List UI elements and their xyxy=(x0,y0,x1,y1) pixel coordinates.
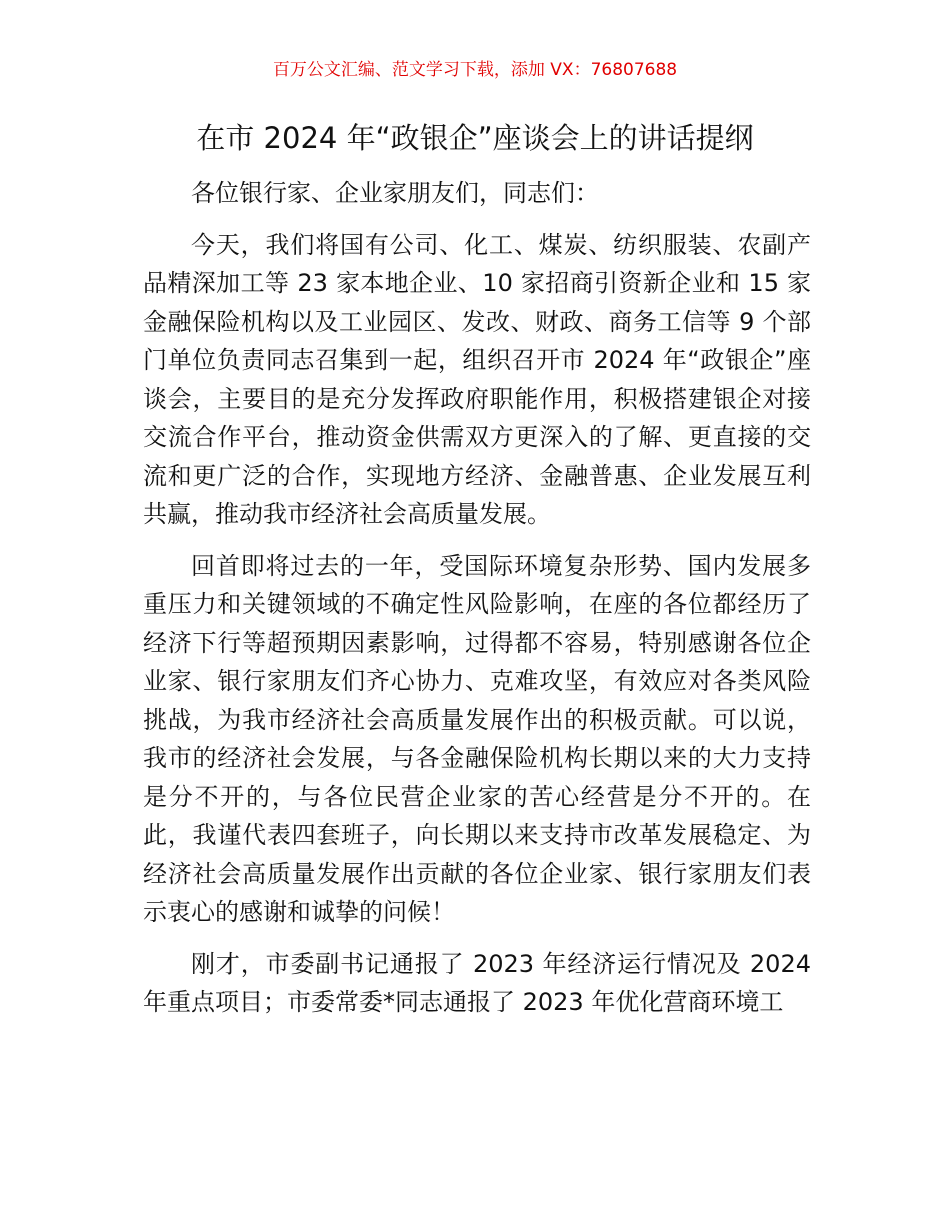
paragraph-1: 今天，我们将国有公司、化工、煤炭、纺织服装、农副产品精深加工等 23 家本地企业、10 家招商引资新企业和 15 家金融保险机构以及工业园区、发改、财政、商务工信等 9 个部门单位负责同志召集到一起，组织召开市 2024 年“政银企”座谈会，主要目的是充分发挥政府职能作用，积极搭建银企对接交流合作平台，推动资金供需双方更深入的了解、更直接的交流和更广泛的合作，实现地方经济、金融普惠、企业发展互利共赢，推动我市经济社会高质量发展。 xyxy=(143,230,811,528)
document-body xyxy=(143,174,811,1035)
paragraph-3: 刚才，市委副书记通报了 2023 年经济运行情况及 2024 年重点项目；市委常委*同志通报了 2023 年优化营商环境工 xyxy=(143,949,811,1016)
document-title: 在市 2024 年“政银企”座谈会上的讲话提纲 xyxy=(196,121,754,155)
download-banner: 百万公文汇编、范文学习下载，添加 VX：76807688 xyxy=(272,60,678,80)
greeting-line: 各位银行家、企业家朋友们，同志们： xyxy=(191,179,599,207)
paragraph-2: 回首即将过去的一年，受国际环境复杂形势、国内发展多重压力和关键领域的不确定性风险影响，在座的各位都经历了经济下行等超预期因素影响，过得都不容易，特别感谢各位企业家、银行家朋友们齐心协力、克难攻坚，有效应对各类风险挑战，为我市经济社会高质量发展作出的积极贡献。可以说，我市的经济社会发展，与各金融保险机构长期以来的大力支持是分不开的，与各位民营企业家的苦心经营是分不开的。在此，我谨代表四套班子，向长期以来支持市改革发展稳定、为经济社会高质量发展作出贡献的各位企业家、银行家朋友们表示衷心的感谢和诚挚的问候！ xyxy=(143,551,811,926)
